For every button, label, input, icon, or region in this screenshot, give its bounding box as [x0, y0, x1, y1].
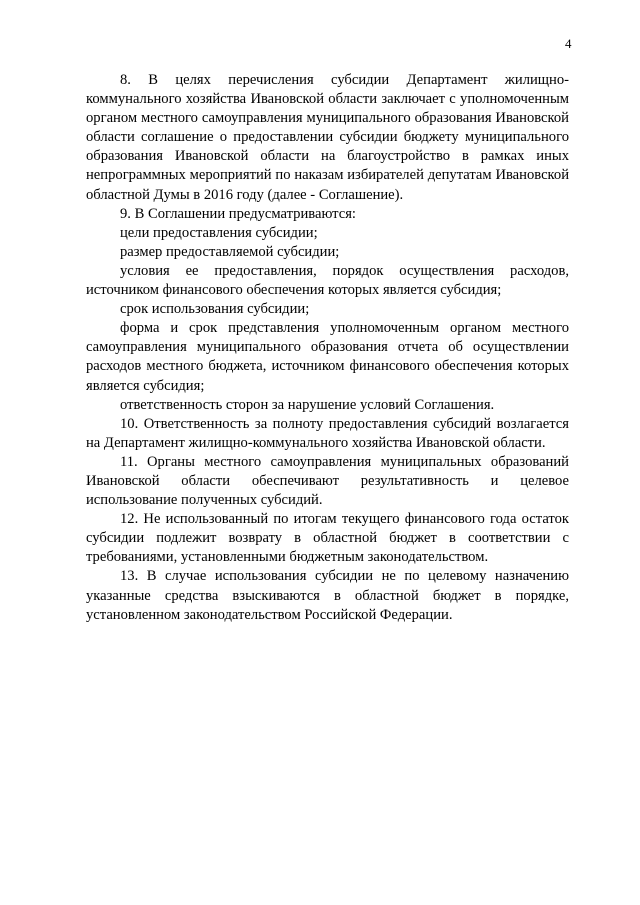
list-item-responsibility: ответственность сторон за нарушение условий Соглашения.: [120, 396, 495, 413]
paragraph-12-refund: 12. Не использованный по итогам текущего финансового года остаток субсидии подлежит возврату в областной бюджет в соответствии с требованиями, установленными бюджетным законодательством.: [86, 511, 569, 566]
paragraph-8-agreement: 8. В целях перечисления субсидии Департамент жилищно-коммунального хозяйства Ивановской области заключает с уполномоченным органом местного самоуправления муниципального образования Ивановской области соглашение о предоставлении субсидии бюджету муниципального образования Ивановской области на благоустройство в рамках иных непрограммных мероприятий по наказам избирателей депутатам Ивановской областной Думы в 2016 году (далее - Соглашение).: [86, 72, 569, 203]
list-item-amount: размер предоставляемой субсидии;: [120, 243, 340, 260]
paragraph-9-agreement-terms: 9. В Соглашении предусматриваются:: [120, 205, 356, 222]
list-item-reporting: форма и срок представления уполномоченным органом местного самоуправления муниципального образования отчета об осуществлении расходов местного бюджета, источником финансового обеспечения которых является субсидия;: [86, 320, 569, 394]
paragraph-10-responsibility: 10. Ответственность за полноту предоставления субсидий возлагается на Департамент жилищно-коммунального хозяйства Ивановской области.: [86, 415, 569, 451]
list-item-term: срок использования субсидии;: [120, 301, 310, 318]
document-body: [86, 71, 569, 625]
paragraph-13-misuse: 13. В случае использования субсидии не по целевому назначению указанные средства взыскиваются в областной бюджет в порядке, установленном законодательством Российской Федерации.: [86, 568, 569, 623]
list-item-conditions: условия ее предоставления, порядок осуществления расходов, источником финансового обеспечения которых является субсидия;: [86, 262, 569, 299]
paragraph-11-effectiveness: 11. Органы местного самоуправления муниципальных образований Ивановской области обеспечивают результативность и целевое использование полученных субсидий.: [86, 453, 569, 509]
list-item-goals: цели предоставления субсидии;: [120, 224, 318, 241]
page-number: 4: [565, 36, 572, 51]
